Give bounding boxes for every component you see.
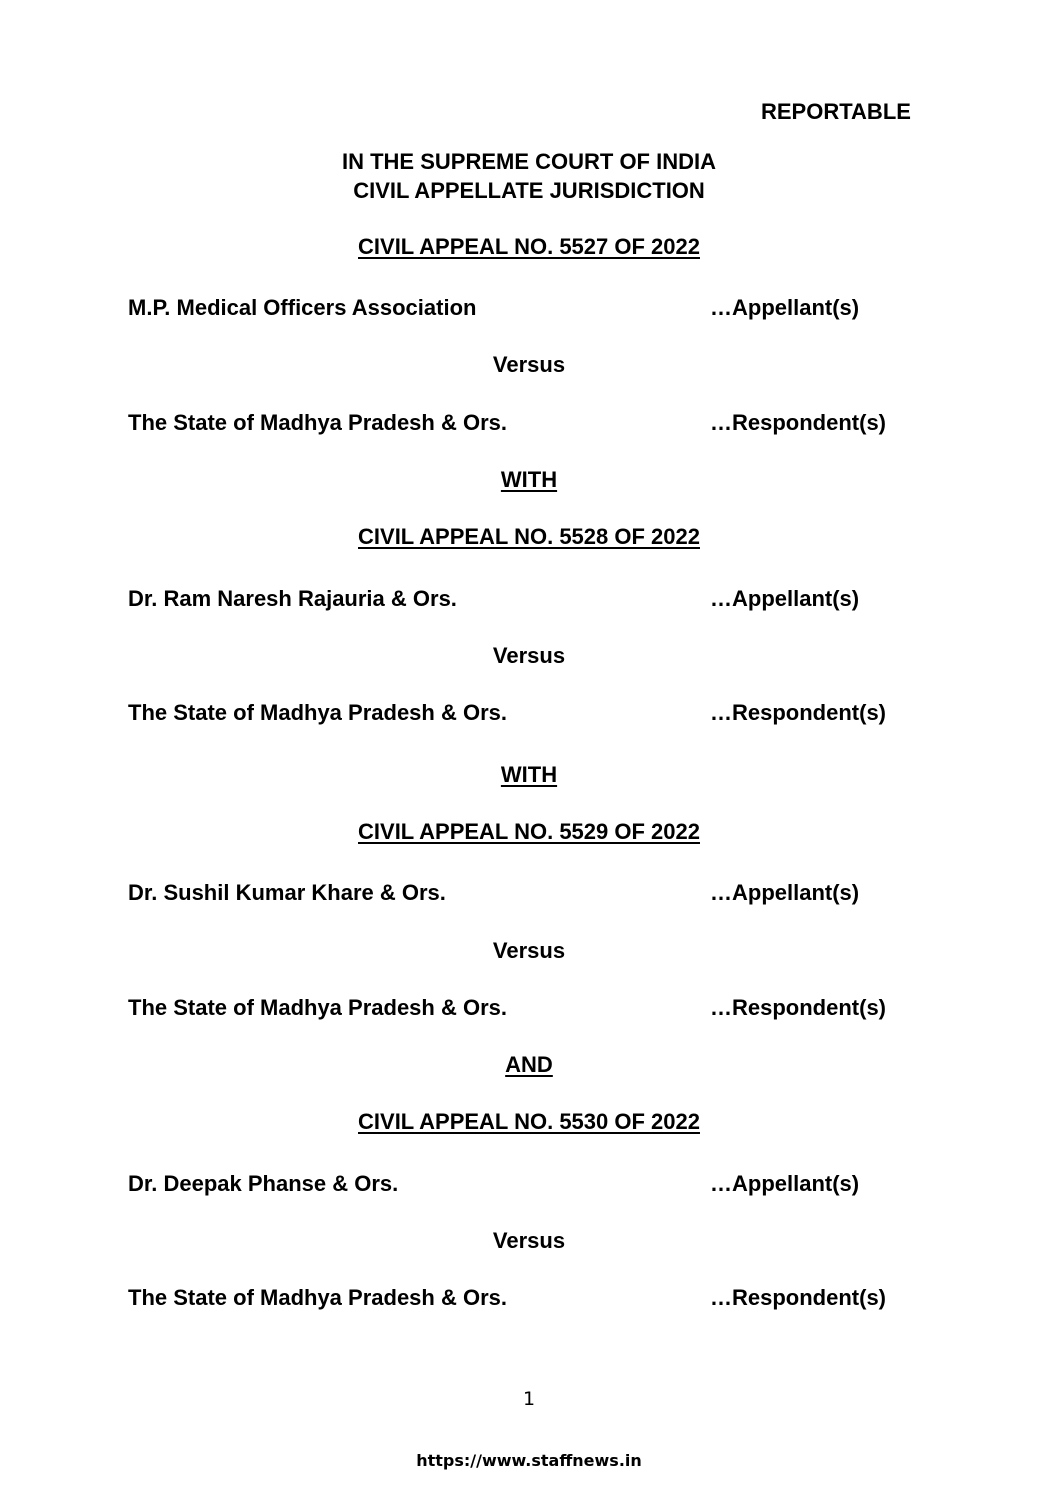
appellant-name: Dr. Ram Naresh Rajauria & Ors. — [128, 586, 457, 611]
case-title: CIVIL APPEAL NO. 5527 OF 2022 — [358, 234, 700, 259]
versus-label: Versus — [492, 352, 566, 377]
appellant-name: Dr. Sushil Kumar Khare & Ors. — [128, 880, 446, 905]
case-title: CIVIL APPEAL NO. 5529 OF 2022 — [358, 819, 700, 844]
respondent-role: …Respondent(s) — [710, 410, 886, 435]
appellant-name: M.P. Medical Officers Association — [128, 295, 477, 320]
appellant-role: …Appellant(s) — [710, 586, 860, 611]
jurisdiction: CIVIL APPELLATE JURISDICTION — [353, 178, 705, 203]
connector-label: WITH — [500, 467, 558, 492]
versus-label: Versus — [492, 938, 566, 963]
connector-label: AND — [505, 1052, 553, 1077]
respondent-name: The State of Madhya Pradesh & Ors. — [128, 1285, 507, 1310]
case-title: CIVIL APPEAL NO. 5528 OF 2022 — [358, 524, 700, 549]
respondent-role: …Respondent(s) — [710, 995, 886, 1020]
respondent-name: The State of Madhya Pradesh & Ors. — [128, 995, 507, 1020]
court-name: IN THE SUPREME COURT OF INDIA — [341, 149, 716, 174]
appellant-role: …Appellant(s) — [710, 880, 860, 905]
appellant-role: …Appellant(s) — [710, 1171, 860, 1196]
connector-label: WITH — [500, 762, 558, 787]
case-title: CIVIL APPEAL NO. 5530 OF 2022 — [358, 1109, 700, 1134]
reportable-label: REPORTABLE — [761, 99, 911, 124]
respondent-name: The State of Madhya Pradesh & Ors. — [128, 700, 507, 725]
page-number: 1 — [522, 1388, 536, 1410]
respondent-name: The State of Madhya Pradesh & Ors. — [128, 410, 507, 435]
source-url-link[interactable]: https://www.staffnews.in — [416, 1451, 642, 1470]
versus-label: Versus — [492, 1228, 566, 1253]
versus-label: Versus — [492, 643, 566, 668]
appellant-role: …Appellant(s) — [710, 295, 860, 320]
appellant-name: Dr. Deepak Phanse & Ors. — [128, 1171, 399, 1196]
respondent-role: …Respondent(s) — [710, 700, 886, 725]
respondent-role: …Respondent(s) — [710, 1285, 886, 1310]
